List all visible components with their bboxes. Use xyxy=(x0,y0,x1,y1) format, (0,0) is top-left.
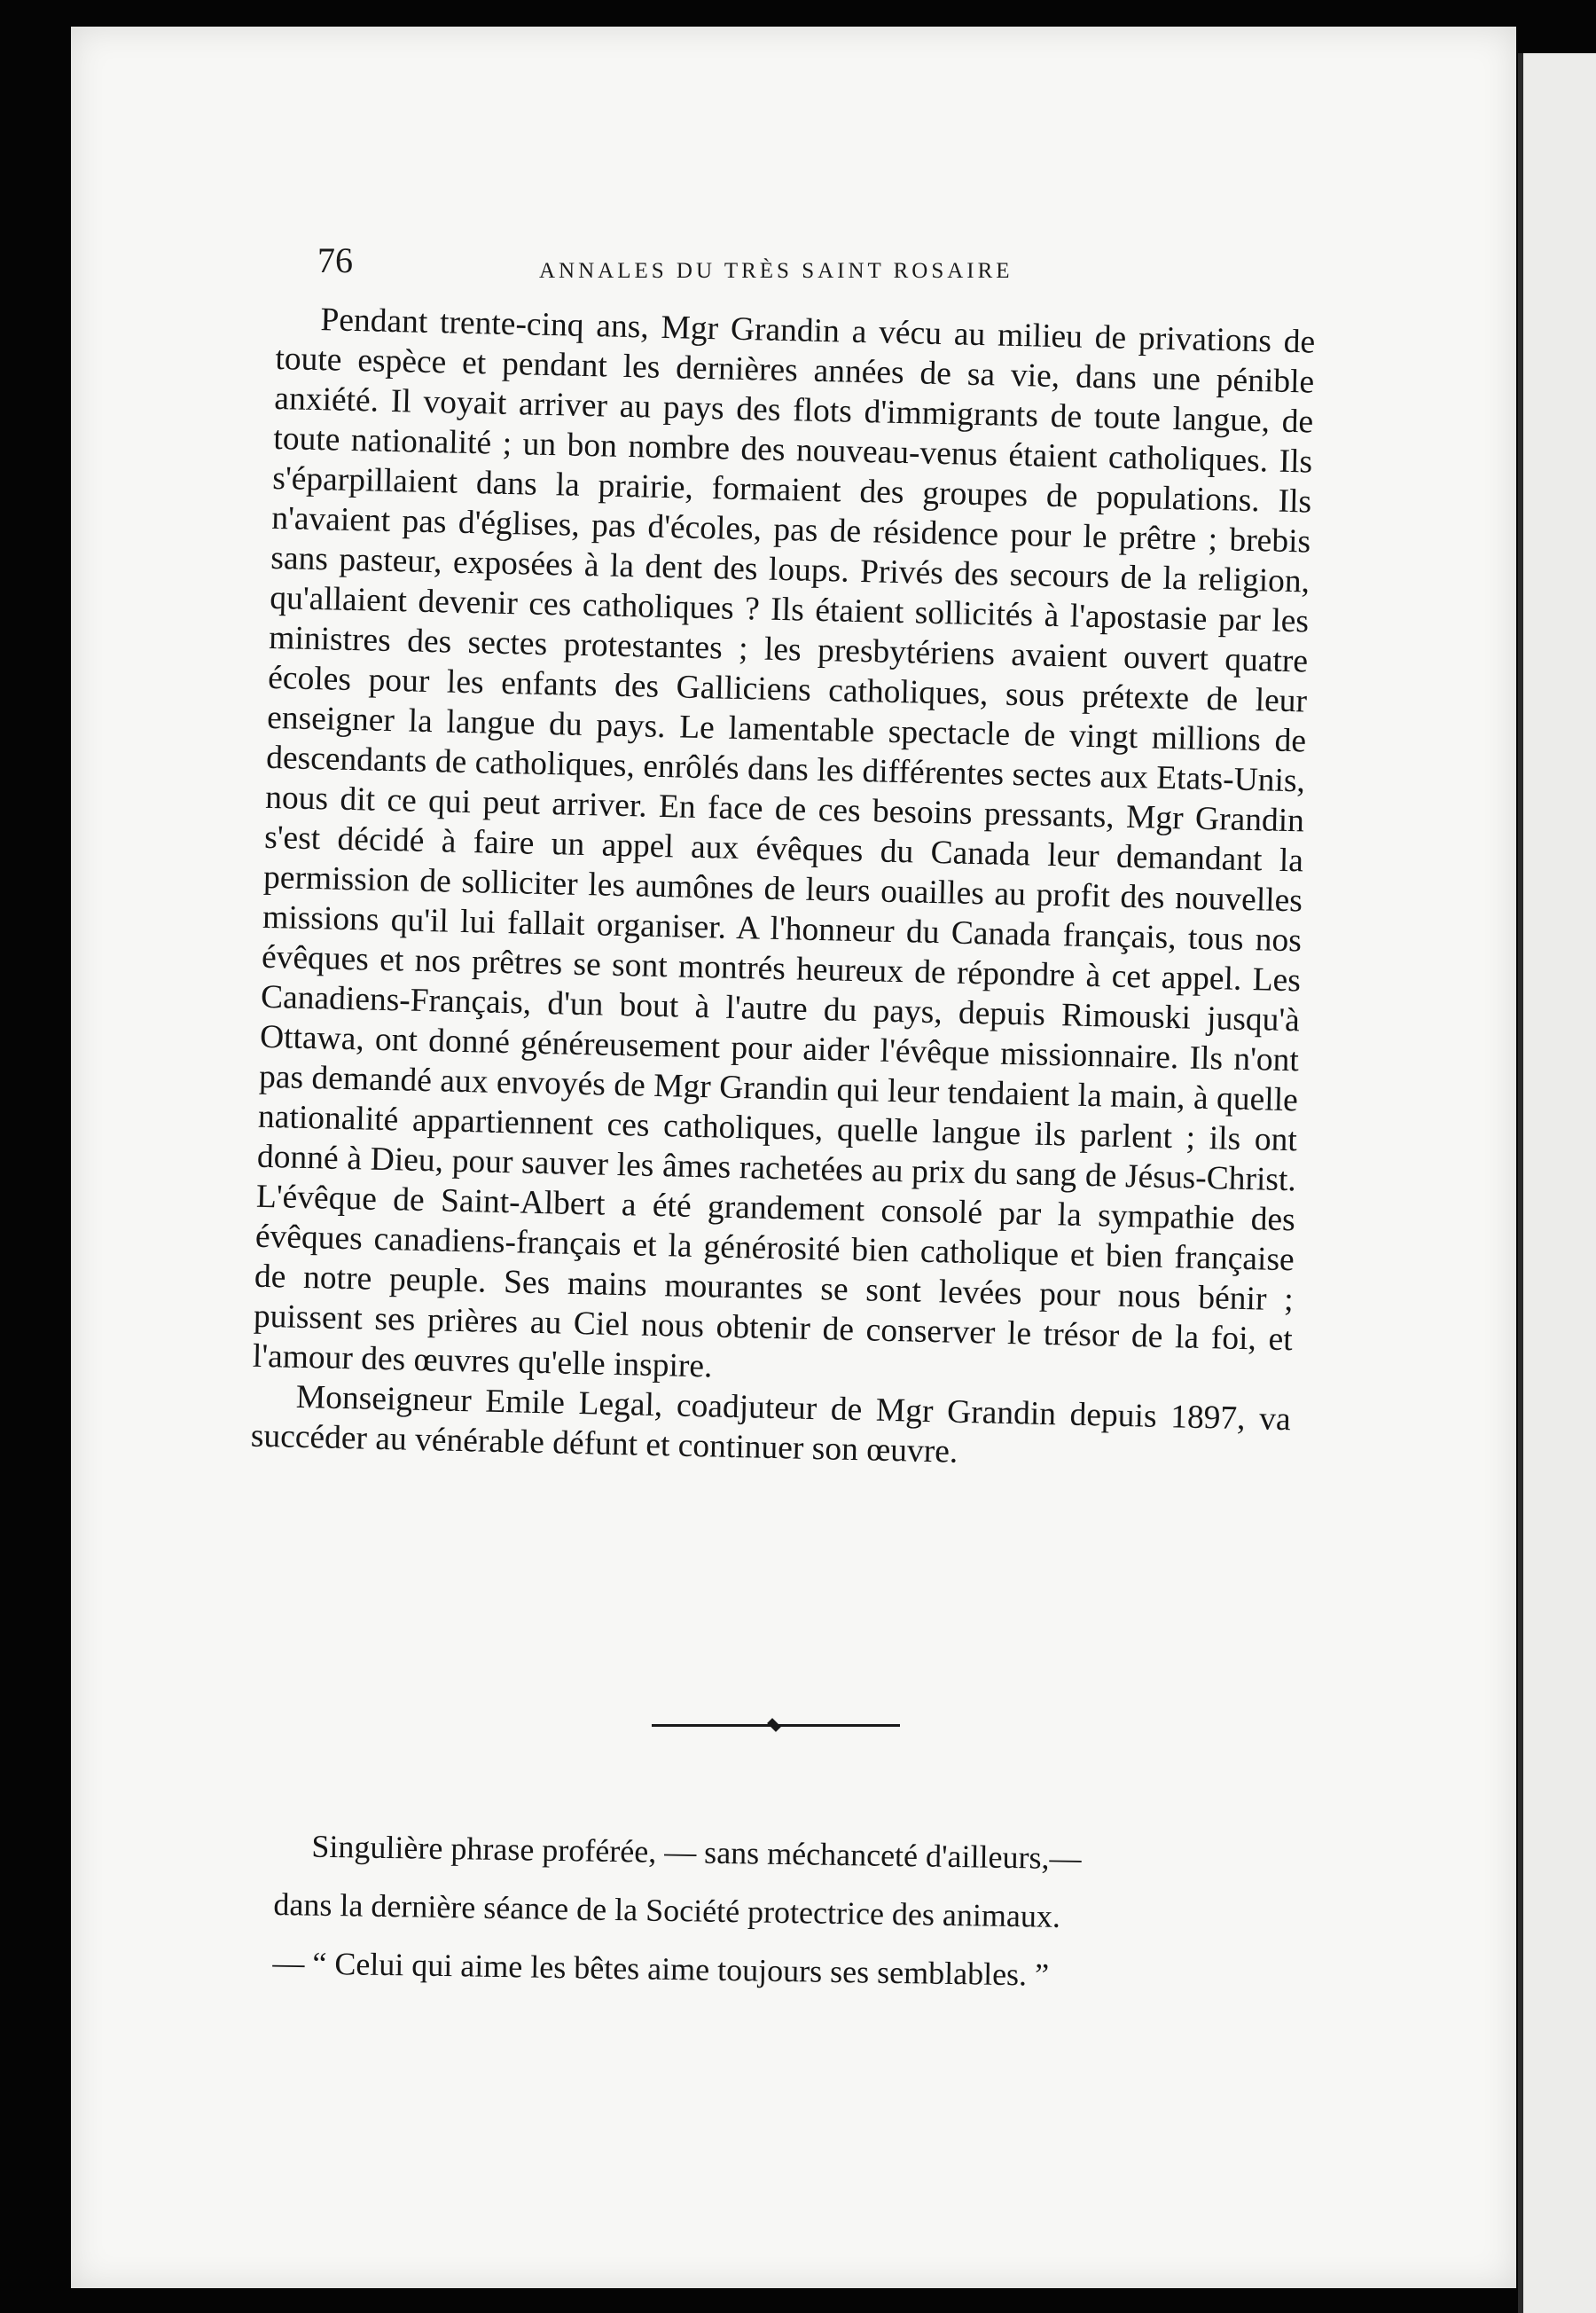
section-divider-ornament xyxy=(652,1719,900,1731)
quote-line: dans la dernière séance de la Société protectrice des animaux. xyxy=(273,1886,1061,1934)
divider-diamond-icon xyxy=(767,1718,781,1732)
body-paragraph: Monseigneur Emile Legal, coadjuteur de Mgr Grandin depuis 1897, va succéder au vénérable défunt et continuer son œuvre. xyxy=(250,1378,1292,1470)
quote-block xyxy=(272,1816,1277,2008)
body-paragraph: Pendant trente-cinq ans, Mgr Grandin a vécu au milieu de privations de toute espèce et pendant les dernières années de sa vie, dans une pénible anxiété. Il voyait arriver au pays des flots d'immigrants de toute langue, de toute nationalité ; un bon nombre des nouveau-venus étaient catholiques. Ils s'éparpillaient dans la prairie, formaient des groupes de populations. Ils n'avaient pas d'églises, pas d'écoles, pas de résidence pour le prêtre ; brebis sans pasteur, exposées à la dent des loups. Privés des secours de la religion, qu'allaient devenir ces catholiques ? Ils étaient sollicités à l'apostasie par les ministres des sectes protestantes ; les presbytériens avaient ouvert quatre écoles pour les enfants des Galliciens catholiques, sous prétexte de leur enseigner la langue du pays. Le lamentable spectacle de vingt millions de descendants de catholiques, enrôlés dans les différentes sectes aux Etats-Unis, nous dit ce qui peut arriver. En face de ces besoins pressants, Mgr Grandin s'est décidé à faire un appel aux évêques du Canada leur demandant la permission de solliciter les aumônes de leurs ouailles au profit des nouvelles missions qu'il lui fallait organiser. A l'honneur du Canada français, tous nos évêques et nos prêtres se sont montrés heureux de répondre à cet appel. Les Canadiens-Français, d'un bout à l'autre du pays, depuis Rimouski jusqu'à Ottawa, ont donné généreusement pour aider l'évêque missionnaire. Ils n'ont pas demandé aux envoyés de Mgr Grandin qui leur tendaient la main, à quelle nationalité appartiennent ces catholiques, quelle langue ils parlent ; ils ont donné à Dieu, pour sauver les âmes rachetées au prix du sang de Jésus-Christ. L'évêque de Saint-Albert a été grandement consolé par la sympathie des évêques canadiens-français et la générosité bien catholique et bien française de notre peuple. Ses mains mourantes se sont levées pour nous bénir ; puissent ses prières au Ciel nous obtenir de conserver le trésor de la foi, et l'amour des œuvres qu'elle inspire. xyxy=(252,302,1316,1385)
adjacent-page-edge xyxy=(1518,53,1596,2313)
running-title: ANNALES DU TRÈS SAINT ROSAIRE xyxy=(539,259,1013,283)
article-body xyxy=(250,299,1315,1479)
quote-line: Singulière phrase proférée, — sans méchanceté d'ailleurs,— xyxy=(311,1828,1082,1877)
page-number: 76 xyxy=(317,240,353,280)
quote-line: — “ Celui qui aime les bêtes aime toujours ses semblables. ” xyxy=(272,1944,1050,1993)
